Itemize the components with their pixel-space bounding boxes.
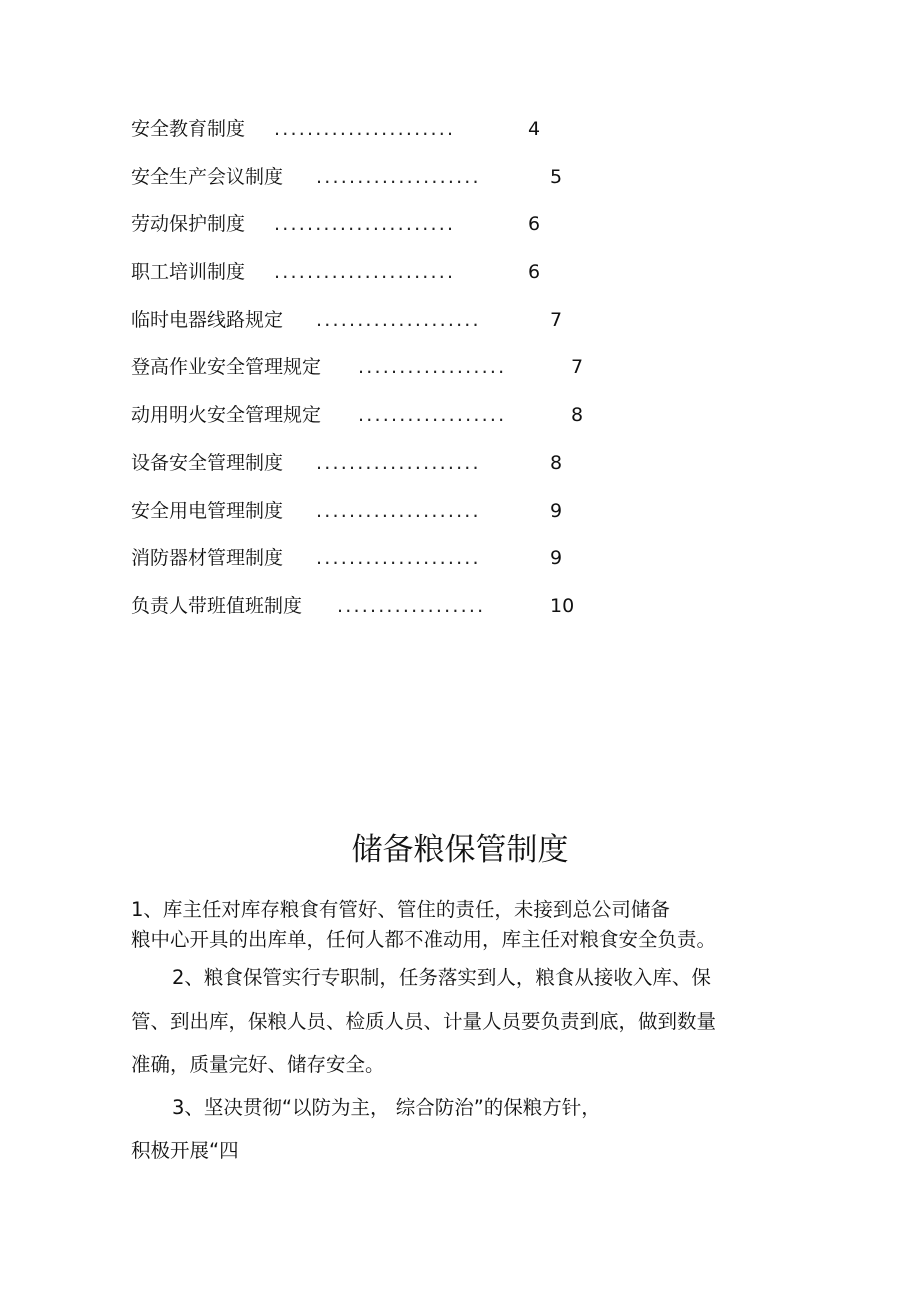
toc-entry-page: 9 [550, 499, 563, 522]
toc-entry-page: 10 [550, 594, 575, 617]
toc-entry-page: 6 [528, 261, 541, 284]
toc-entry-title: 劳动保护制度 [131, 213, 246, 236]
toc-entry-leader: .................. [358, 356, 507, 379]
toc-entry-leader: .................. [358, 404, 507, 427]
toc-entry-page: 7 [550, 308, 563, 331]
toc-entry-page: 7 [571, 356, 584, 379]
toc-entry [131, 257, 751, 305]
toc-entry [131, 162, 751, 210]
paragraph-line: 2、粮食保管实行专职制，任务落实到人，粮食从接收入库、保 [172, 966, 711, 989]
toc-entry-page: 9 [550, 547, 563, 570]
toc-entry-title: 安全用电管理制度 [131, 499, 284, 522]
toc-entry-title: 临时电器线路规定 [131, 308, 284, 331]
toc-entry [131, 400, 751, 448]
toc-entry-title: 负责人带班值班制度 [131, 594, 303, 617]
toc-entry-title: 安全教育制度 [131, 118, 246, 140]
paragraph-line: 粮中心开具的出库单，任何人都不准动用，库主任对粮食安全负责。 [131, 928, 717, 951]
paragraph-line: 准确，质量完好、储存安全。 [131, 1053, 385, 1076]
table-of-contents [131, 114, 751, 639]
toc-entry-title: 设备安全管理制度 [131, 451, 284, 474]
toc-entry-title: 职工培训制度 [131, 261, 246, 284]
toc-entry-leader: ...................... [274, 261, 456, 284]
toc-entry [131, 352, 751, 400]
toc-entry-leader: .................... [316, 547, 481, 570]
toc-entry-title: 安全生产会议制度 [131, 165, 284, 188]
paragraph-line: 3、坚决贯彻“以防为主， 综合防治”的保粮方针， [172, 1096, 601, 1119]
toc-entry-title: 登高作业安全管理规定 [131, 356, 322, 379]
toc-entry-page: 6 [528, 213, 541, 236]
toc-entry-leader: .................. [337, 594, 486, 617]
paragraph-line: 积极开展“四 [131, 1139, 239, 1162]
toc-entry-leader: .................... [316, 165, 481, 188]
paragraph-line: 管、到出库，保粮人员、检质人员、计量人员要负责到底，做到数量 [131, 1010, 717, 1033]
paragraph-line: 1、库主任对库存粮食有管好、管住的责任，未接到总公司储备 [131, 898, 670, 921]
toc-entry-title: 消防器材管理制度 [131, 547, 284, 570]
toc-entry-leader: ...................... [274, 118, 456, 140]
toc-entry [131, 305, 751, 353]
toc-entry [131, 591, 751, 639]
toc-entry [131, 448, 751, 496]
toc-entry [131, 114, 751, 162]
toc-entry-page: 8 [571, 404, 584, 427]
toc-entry-page: 5 [550, 165, 563, 188]
toc-entry-page: 8 [550, 451, 563, 474]
toc-entry [131, 496, 751, 544]
toc-entry-page: 4 [528, 118, 541, 140]
section-heading: 储备粮保管制度 [351, 832, 569, 868]
toc-entry-leader: .................... [316, 451, 481, 474]
toc-entry-leader: .................... [316, 499, 481, 522]
toc-entry-title: 动用明火安全管理规定 [131, 404, 322, 427]
toc-entry-leader: ...................... [274, 213, 456, 236]
toc-entry [131, 209, 751, 257]
toc-entry [131, 543, 751, 591]
toc-entry-leader: .................... [316, 308, 481, 331]
